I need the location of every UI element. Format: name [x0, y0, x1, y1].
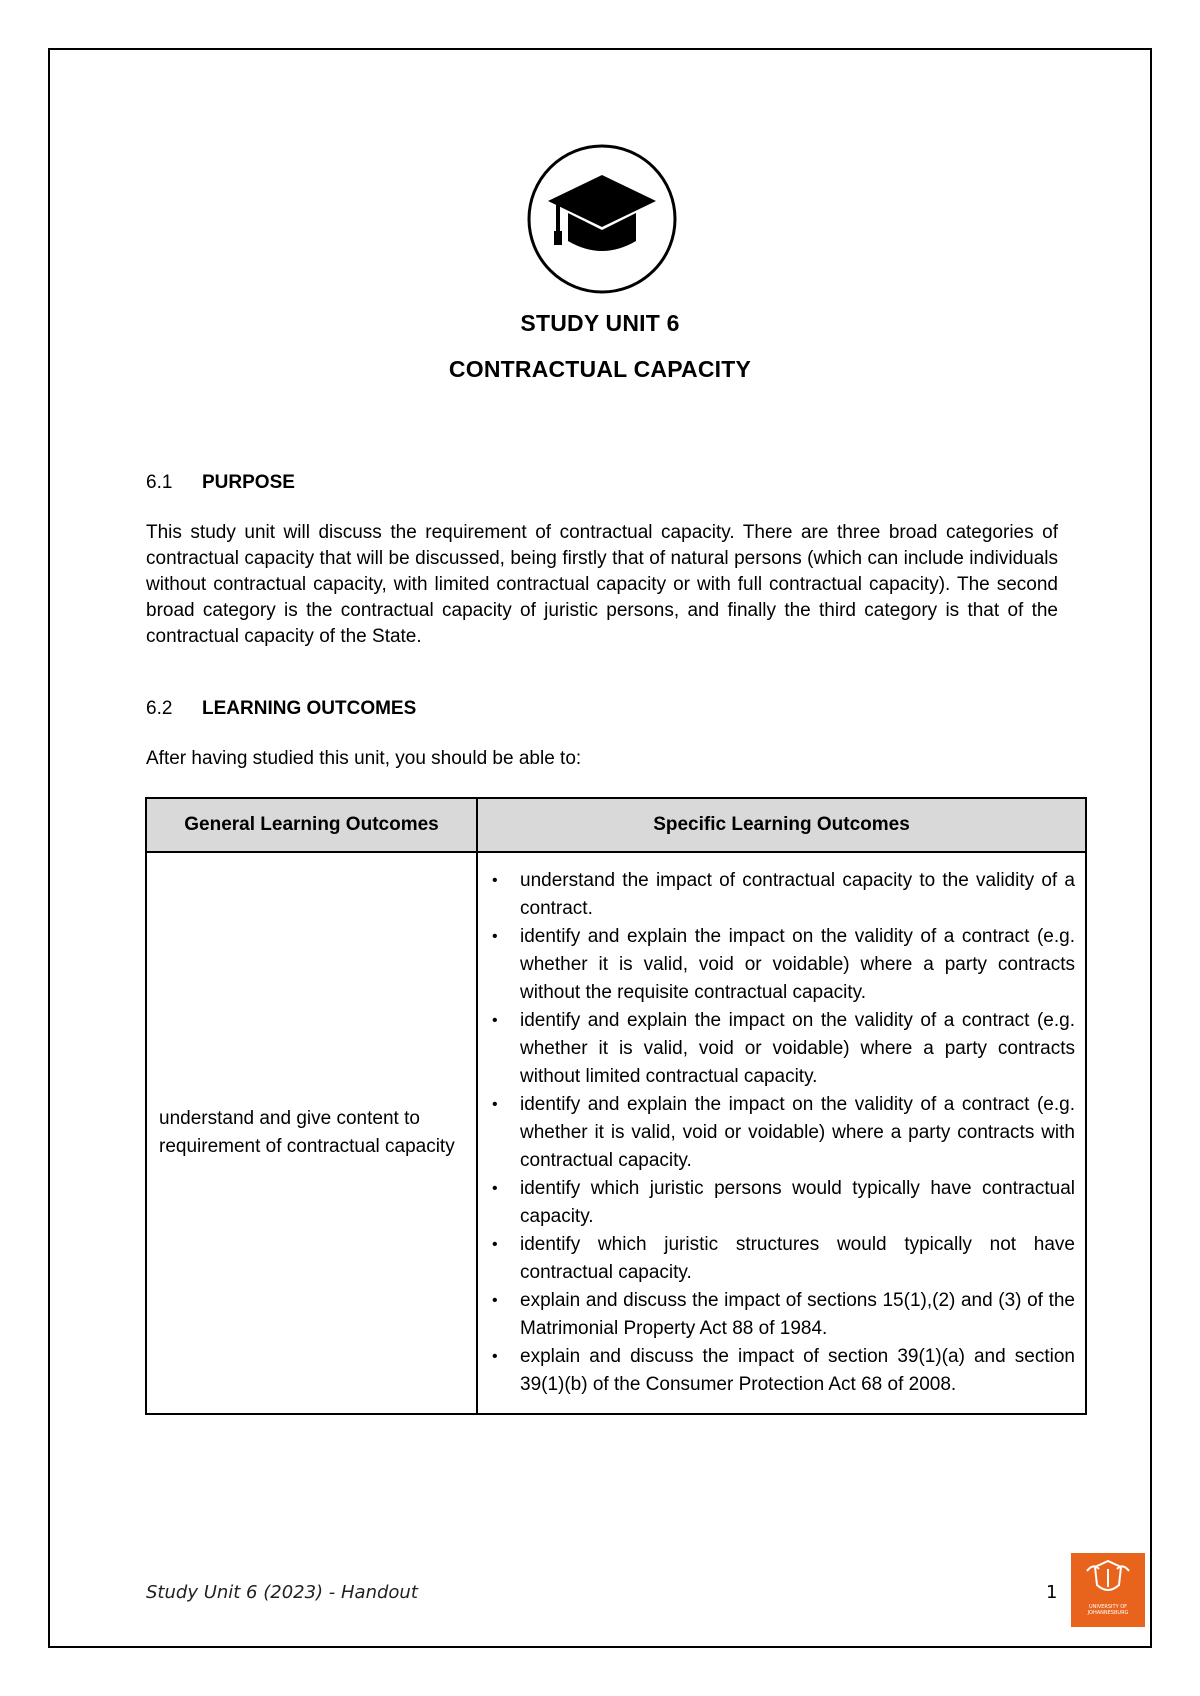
section-number: 6.2 — [146, 698, 173, 719]
specific-outcome-cell — [477, 852, 1086, 1414]
unit-title: STUDY UNIT 6 — [520, 310, 680, 336]
specific-outcomes-list — [490, 867, 1075, 1399]
list-item-text: identify which juristic structures would typically not have contractual capacity. — [520, 1234, 1075, 1283]
bullet-icon: • — [492, 1236, 498, 1253]
bullet-icon: • — [492, 1096, 498, 1113]
graduation-cap-icon — [526, 143, 678, 295]
list-item — [490, 1287, 1075, 1343]
section-number: 6.1 — [146, 472, 173, 493]
list-item-text: identify and explain the impact on the validity of a contract (e.g. whether it is valid, void or voidable) where a party contracts with contractual capacity. — [520, 1094, 1075, 1171]
list-item — [490, 1175, 1075, 1231]
section-heading-purpose — [146, 472, 295, 494]
footer-label: Study Unit 6 (2023) - Handout — [146, 1582, 418, 1603]
outcomes-intro: After having studied this unit, you should be able to: — [146, 748, 582, 769]
bullet-icon: • — [492, 1348, 498, 1365]
list-item — [490, 867, 1075, 923]
list-item — [490, 923, 1075, 1007]
list-item — [490, 1343, 1075, 1399]
general-outcome-cell: understand and give content to requirement of contractual capacity — [146, 852, 477, 1414]
list-item-text: identify which juristic persons would typically have contractual capacity. — [520, 1178, 1075, 1227]
bullet-icon: • — [492, 1292, 498, 1309]
list-item-text: understand the impact of contractual capacity to the validity of a contract. — [520, 870, 1075, 919]
purpose-paragraph: This study unit will discuss the requirement of contractual capacity. There are three broad categories of contractual capacity that will be discussed, being firstly that of natural persons (which can include individuals without contractual capacity, with limited contractual capacity or with full contractual capacity). The second broad category is the contractual capacity of juristic persons, and finally the third category is that of the contractual capacity of the State. — [146, 522, 1058, 647]
list-item — [490, 1231, 1075, 1287]
logo-text: UNIVERSITY OF JOHANNESBURG — [1087, 1604, 1129, 1616]
bullet-icon: • — [492, 928, 498, 945]
unit-subtitle: CONTRACTUAL CAPACITY — [448, 356, 752, 382]
table-header-row — [146, 798, 1086, 852]
section-title: PURPOSE — [202, 472, 295, 493]
table-row — [146, 852, 1086, 1414]
bullet-icon: • — [492, 1012, 498, 1029]
bullet-icon: • — [492, 872, 498, 889]
list-item-text: explain and discuss the impact of sections 15(1),(2) and (3) of the Matrimonial Property Act 88 of 1984. — [520, 1290, 1075, 1339]
learning-outcomes-table — [145, 797, 1087, 1415]
list-item-text: identify and explain the impact on the validity of a contract (e.g. whether it is valid, void or voidable) where a party contracts without limited contractual capacity. — [520, 1010, 1075, 1087]
header-general-outcomes: General Learning Outcomes — [146, 798, 477, 852]
list-item — [490, 1007, 1075, 1091]
page-number: 1 — [1046, 1582, 1058, 1603]
crest-icon — [1071, 1553, 1145, 1603]
list-item-text: identify and explain the impact on the validity of a contract (e.g. whether it is valid, void or voidable) where a party contracts without the requisite contractual capacity. — [520, 926, 1075, 1003]
section-title: LEARNING OUTCOMES — [202, 698, 417, 719]
university-logo — [1071, 1553, 1145, 1627]
section-heading-outcomes — [146, 698, 416, 720]
bullet-icon: • — [492, 1180, 498, 1197]
header-specific-outcomes: Specific Learning Outcomes — [477, 798, 1086, 852]
list-item — [490, 1091, 1075, 1175]
list-item-text: explain and discuss the impact of section 39(1)(a) and section 39(1)(b) of the Consumer Protection Act 68 of 2008. — [520, 1346, 1075, 1395]
